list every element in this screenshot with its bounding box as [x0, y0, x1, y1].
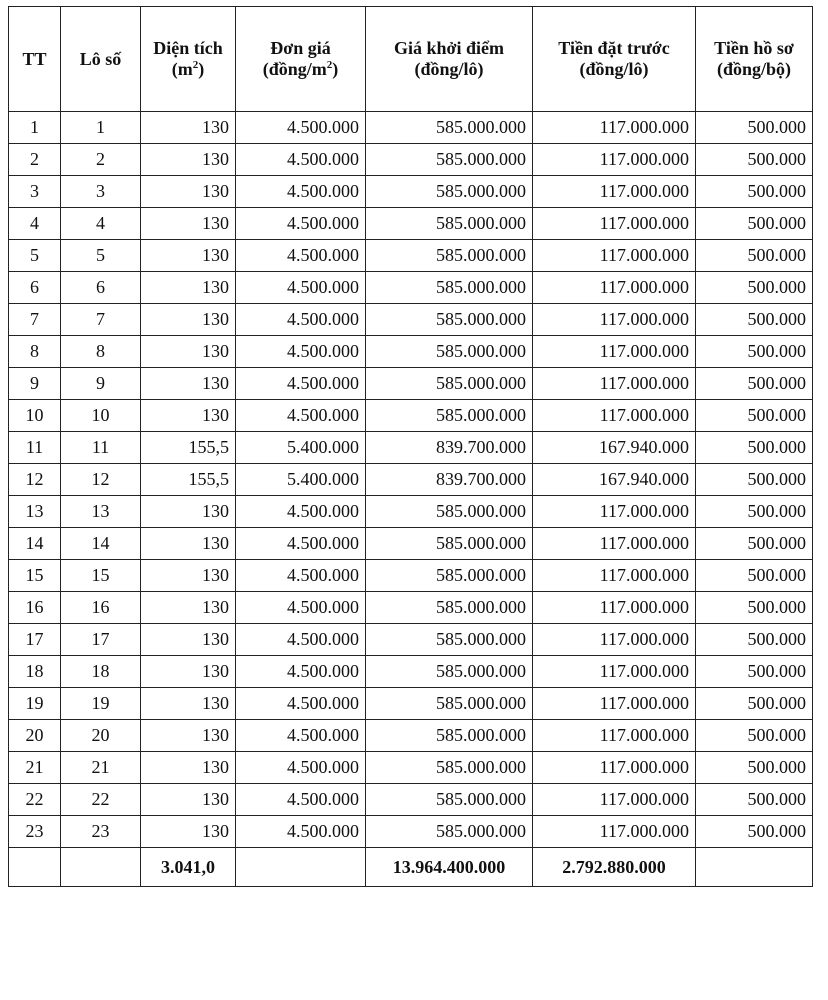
cell-don-gia: 4.500.000	[236, 272, 366, 304]
cell-tien-dat-truoc: 117.000.000	[533, 368, 696, 400]
cell-tt: 13	[9, 496, 61, 528]
cell-dien-tich: 155,5	[141, 432, 236, 464]
table-row	[9, 624, 813, 656]
cell-don-gia: 5.400.000	[236, 432, 366, 464]
cell-tien-dat-truoc: 117.000.000	[533, 560, 696, 592]
cell-gia-khoi-diem: 585.000.000	[366, 336, 533, 368]
cell-dien-tich: 130	[141, 336, 236, 368]
cell-dien-tich: 130	[141, 144, 236, 176]
cell-tt: 7	[9, 304, 61, 336]
cell-tien-ho-so: 500.000	[696, 208, 813, 240]
cell-tien-dat-truoc: 117.000.000	[533, 272, 696, 304]
cell-gia-khoi-diem: 839.700.000	[366, 432, 533, 464]
cell-tien-ho-so: 500.000	[696, 272, 813, 304]
cell-gia-khoi-diem: 585.000.000	[366, 688, 533, 720]
cell-tien-ho-so: 500.000	[696, 400, 813, 432]
cell-tien-dat-truoc: 117.000.000	[533, 496, 696, 528]
cell-tt: 1	[9, 112, 61, 144]
cell-gia-khoi-diem: 585.000.000	[366, 144, 533, 176]
header-tt: TT	[9, 7, 61, 112]
cell-lo-so: 18	[61, 656, 141, 688]
header-row	[9, 7, 813, 112]
cell-tien-dat-truoc: 117.000.000	[533, 784, 696, 816]
cell-gia-khoi-diem: 585.000.000	[366, 176, 533, 208]
cell-gia-khoi-diem: 839.700.000	[366, 464, 533, 496]
cell-gia-khoi-diem: 585.000.000	[366, 624, 533, 656]
cell-don-gia: 4.500.000	[236, 144, 366, 176]
cell-tt: 20	[9, 720, 61, 752]
cell-tt: 4	[9, 208, 61, 240]
cell-dien-tich: 130	[141, 784, 236, 816]
table-row	[9, 208, 813, 240]
cell-don-gia: 5.400.000	[236, 464, 366, 496]
cell-tt: 21	[9, 752, 61, 784]
cell-gia-khoi-diem: 585.000.000	[366, 816, 533, 848]
cell-lo-so: 9	[61, 368, 141, 400]
table-row	[9, 432, 813, 464]
table-row	[9, 496, 813, 528]
cell-gia-khoi-diem: 585.000.000	[366, 496, 533, 528]
cell-tien-ho-so: 500.000	[696, 496, 813, 528]
cell-gia-khoi-diem: 585.000.000	[366, 752, 533, 784]
total-tien-dat-truoc: 2.792.880.000	[533, 848, 696, 887]
cell-tien-ho-so: 500.000	[696, 144, 813, 176]
document-page	[8, 6, 812, 887]
cell-don-gia: 4.500.000	[236, 624, 366, 656]
cell-gia-khoi-diem: 585.000.000	[366, 528, 533, 560]
cell-gia-khoi-diem: 585.000.000	[366, 368, 533, 400]
total-dien-tich: 3.041,0	[141, 848, 236, 887]
table-row	[9, 112, 813, 144]
cell-tt: 14	[9, 528, 61, 560]
total-lo-cell	[61, 848, 141, 887]
cell-tt: 10	[9, 400, 61, 432]
table-row	[9, 272, 813, 304]
cell-tien-ho-so: 500.000	[696, 560, 813, 592]
cell-lo-so: 15	[61, 560, 141, 592]
cell-dien-tich: 130	[141, 592, 236, 624]
table-row	[9, 368, 813, 400]
cell-don-gia: 4.500.000	[236, 784, 366, 816]
total-don-gia-cell	[236, 848, 366, 887]
table-row	[9, 240, 813, 272]
cell-dien-tich: 130	[141, 304, 236, 336]
cell-lo-so: 6	[61, 272, 141, 304]
cell-tien-ho-so: 500.000	[696, 336, 813, 368]
cell-lo-so: 19	[61, 688, 141, 720]
table-row	[9, 720, 813, 752]
cell-lo-so: 22	[61, 784, 141, 816]
cell-tt: 8	[9, 336, 61, 368]
table-row	[9, 752, 813, 784]
cell-tien-dat-truoc: 117.000.000	[533, 144, 696, 176]
cell-dien-tich: 130	[141, 112, 236, 144]
header-dien-tich: Diện tích $(m^2)$	[141, 7, 236, 112]
cell-gia-khoi-diem: 585.000.000	[366, 560, 533, 592]
header-don-gia: Đơn giá $(đồng/m^2)$	[236, 7, 366, 112]
cell-lo-so: 8	[61, 336, 141, 368]
cell-tien-ho-so: 500.000	[696, 368, 813, 400]
cell-don-gia: 4.500.000	[236, 560, 366, 592]
cell-tt: 17	[9, 624, 61, 656]
total-tien-ho-so-cell	[696, 848, 813, 887]
cell-tt: 2	[9, 144, 61, 176]
table-row	[9, 336, 813, 368]
table-row	[9, 144, 813, 176]
cell-don-gia: 4.500.000	[236, 208, 366, 240]
cell-tien-dat-truoc: 117.000.000	[533, 816, 696, 848]
cell-lo-so: 5	[61, 240, 141, 272]
cell-tt: 19	[9, 688, 61, 720]
table-row	[9, 592, 813, 624]
cell-tt: 18	[9, 656, 61, 688]
cell-don-gia: 4.500.000	[236, 496, 366, 528]
total-tt-cell	[9, 848, 61, 887]
cell-lo-so: 14	[61, 528, 141, 560]
cell-don-gia: 4.500.000	[236, 752, 366, 784]
cell-gia-khoi-diem: 585.000.000	[366, 112, 533, 144]
header-lo-so: Lô số	[61, 7, 141, 112]
cell-don-gia: 4.500.000	[236, 304, 366, 336]
cell-gia-khoi-diem: 585.000.000	[366, 784, 533, 816]
header-tien-ho-so: Tiền hồ sơ (đồng/bộ)	[696, 7, 813, 112]
cell-tien-dat-truoc: 117.000.000	[533, 304, 696, 336]
cell-lo-so: 4	[61, 208, 141, 240]
table-row	[9, 688, 813, 720]
cell-lo-so: 17	[61, 624, 141, 656]
cell-lo-so: 10	[61, 400, 141, 432]
cell-tt: 15	[9, 560, 61, 592]
cell-tien-dat-truoc: 117.000.000	[533, 624, 696, 656]
cell-don-gia: 4.500.000	[236, 336, 366, 368]
cell-tien-ho-so: 500.000	[696, 112, 813, 144]
cell-don-gia: 4.500.000	[236, 688, 366, 720]
cell-tt: 9	[9, 368, 61, 400]
cell-dien-tich: 130	[141, 368, 236, 400]
cell-lo-so: 2	[61, 144, 141, 176]
cell-tt: 22	[9, 784, 61, 816]
cell-lo-so: 23	[61, 816, 141, 848]
cell-gia-khoi-diem: 585.000.000	[366, 592, 533, 624]
header-tien-dat-truoc: Tiền đặt trước (đồng/lô)	[533, 7, 696, 112]
table-row	[9, 560, 813, 592]
cell-tien-dat-truoc: 117.000.000	[533, 112, 696, 144]
table-row	[9, 304, 813, 336]
table-row	[9, 816, 813, 848]
cell-dien-tich: 130	[141, 752, 236, 784]
cell-tt: 12	[9, 464, 61, 496]
cell-dien-tich: 155,5	[141, 464, 236, 496]
cell-tt: 5	[9, 240, 61, 272]
cell-tien-ho-so: 500.000	[696, 432, 813, 464]
cell-tt: 3	[9, 176, 61, 208]
cell-don-gia: 4.500.000	[236, 656, 366, 688]
cell-tien-ho-so: 500.000	[696, 720, 813, 752]
cell-tien-ho-so: 500.000	[696, 240, 813, 272]
table-row	[9, 528, 813, 560]
cell-tien-dat-truoc: 117.000.000	[533, 688, 696, 720]
cell-tien-ho-so: 500.000	[696, 656, 813, 688]
cell-dien-tich: 130	[141, 176, 236, 208]
cell-tien-ho-so: 500.000	[696, 592, 813, 624]
cell-dien-tich: 130	[141, 400, 236, 432]
table-row	[9, 656, 813, 688]
cell-gia-khoi-diem: 585.000.000	[366, 304, 533, 336]
cell-dien-tich: 130	[141, 496, 236, 528]
cell-don-gia: 4.500.000	[236, 528, 366, 560]
table-row	[9, 176, 813, 208]
cell-lo-so: 1	[61, 112, 141, 144]
cell-tien-dat-truoc: 167.940.000	[533, 464, 696, 496]
header-gia-khoi-diem: Giá khởi điểm (đồng/lô)	[366, 7, 533, 112]
cell-dien-tich: 130	[141, 624, 236, 656]
cell-lo-so: 20	[61, 720, 141, 752]
table-body	[9, 112, 813, 848]
cell-tien-ho-so: 500.000	[696, 176, 813, 208]
auction-lots-table	[8, 6, 813, 887]
cell-tien-dat-truoc: 117.000.000	[533, 752, 696, 784]
cell-lo-so: 3	[61, 176, 141, 208]
cell-tien-ho-so: 500.000	[696, 688, 813, 720]
cell-tt: 6	[9, 272, 61, 304]
cell-don-gia: 4.500.000	[236, 176, 366, 208]
cell-don-gia: 4.500.000	[236, 816, 366, 848]
cell-tien-ho-so: 500.000	[696, 528, 813, 560]
cell-gia-khoi-diem: 585.000.000	[366, 272, 533, 304]
cell-tien-ho-so: 500.000	[696, 816, 813, 848]
cell-lo-so: 21	[61, 752, 141, 784]
cell-tt: 23	[9, 816, 61, 848]
cell-tien-dat-truoc: 117.000.000	[533, 208, 696, 240]
cell-dien-tich: 130	[141, 208, 236, 240]
cell-tt: 16	[9, 592, 61, 624]
cell-tt: 11	[9, 432, 61, 464]
cell-gia-khoi-diem: 585.000.000	[366, 208, 533, 240]
cell-dien-tich: 130	[141, 656, 236, 688]
cell-gia-khoi-diem: 585.000.000	[366, 400, 533, 432]
cell-dien-tich: 130	[141, 240, 236, 272]
cell-dien-tich: 130	[141, 528, 236, 560]
cell-lo-so: 7	[61, 304, 141, 336]
cell-tien-ho-so: 500.000	[696, 464, 813, 496]
cell-tien-dat-truoc: 117.000.000	[533, 240, 696, 272]
cell-don-gia: 4.500.000	[236, 240, 366, 272]
table-row	[9, 784, 813, 816]
cell-dien-tich: 130	[141, 720, 236, 752]
cell-tien-dat-truoc: 117.000.000	[533, 176, 696, 208]
cell-tien-ho-so: 500.000	[696, 304, 813, 336]
total-row	[9, 848, 813, 887]
cell-tien-ho-so: 500.000	[696, 624, 813, 656]
cell-tien-dat-truoc: 117.000.000	[533, 656, 696, 688]
table-row	[9, 464, 813, 496]
cell-gia-khoi-diem: 585.000.000	[366, 720, 533, 752]
cell-tien-dat-truoc: 167.940.000	[533, 432, 696, 464]
cell-don-gia: 4.500.000	[236, 112, 366, 144]
cell-tien-dat-truoc: 117.000.000	[533, 400, 696, 432]
cell-lo-so: 11	[61, 432, 141, 464]
table-row	[9, 400, 813, 432]
cell-don-gia: 4.500.000	[236, 368, 366, 400]
cell-dien-tich: 130	[141, 688, 236, 720]
cell-gia-khoi-diem: 585.000.000	[366, 240, 533, 272]
cell-tien-dat-truoc: 117.000.000	[533, 336, 696, 368]
cell-tien-dat-truoc: 117.000.000	[533, 720, 696, 752]
cell-don-gia: 4.500.000	[236, 720, 366, 752]
cell-gia-khoi-diem: 585.000.000	[366, 656, 533, 688]
cell-tien-ho-so: 500.000	[696, 752, 813, 784]
total-gia-khoi-diem: 13.964.400.000	[366, 848, 533, 887]
cell-lo-so: 16	[61, 592, 141, 624]
cell-tien-ho-so: 500.000	[696, 784, 813, 816]
cell-lo-so: 12	[61, 464, 141, 496]
cell-dien-tich: 130	[141, 272, 236, 304]
cell-tien-dat-truoc: 117.000.000	[533, 528, 696, 560]
cell-lo-so: 13	[61, 496, 141, 528]
cell-don-gia: 4.500.000	[236, 400, 366, 432]
cell-dien-tich: 130	[141, 816, 236, 848]
cell-tien-dat-truoc: 117.000.000	[533, 592, 696, 624]
cell-don-gia: 4.500.000	[236, 592, 366, 624]
cell-dien-tich: 130	[141, 560, 236, 592]
